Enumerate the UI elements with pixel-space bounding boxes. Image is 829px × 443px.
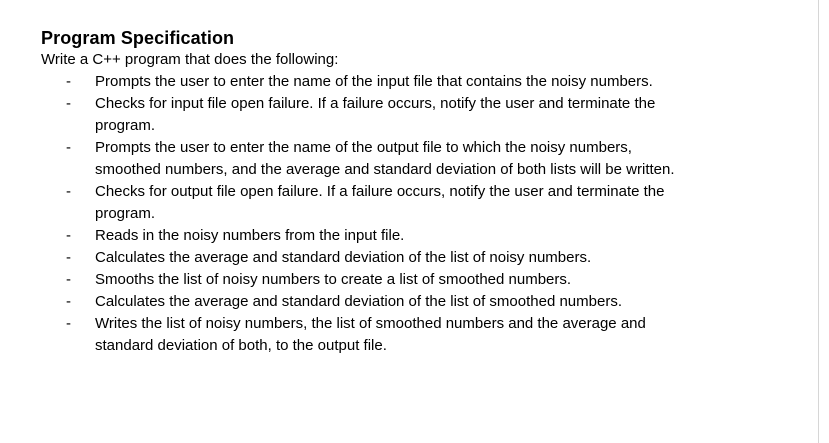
bullet-marker: - xyxy=(66,95,71,112)
list-item xyxy=(41,225,695,247)
bullet-marker: - xyxy=(66,227,71,244)
list-item-text: Calculates the average and standard deviation of the list of noisy numbers. xyxy=(95,249,592,266)
bullet-marker: - xyxy=(66,139,71,156)
list-item xyxy=(41,291,695,313)
bullet-marker: - xyxy=(66,293,71,310)
list-item xyxy=(41,247,695,269)
list-item xyxy=(41,181,695,225)
list-item xyxy=(41,137,695,181)
list-item-text: Checks for output file open failure. If a failure occurs, notify the user and terminate the program. xyxy=(95,183,665,222)
list-item-text: Reads in the noisy numbers from the input file. xyxy=(95,227,405,244)
list-item-text: Calculates the average and standard deviation of the list of smoothed numbers. xyxy=(95,293,622,310)
section-heading: Program Specification xyxy=(41,28,235,48)
specification-list xyxy=(41,71,811,357)
list-item-text: Checks for input file open failure. If a failure occurs, notify the user and terminate the program. xyxy=(95,95,656,134)
list-item-text: Prompts the user to enter the name of the output file to which the noisy numbers, smoothed numbers, and the average and standard deviation of both lists will be written. xyxy=(95,139,675,178)
bullet-marker: - xyxy=(66,73,71,90)
bullet-marker: - xyxy=(66,271,71,288)
document-body xyxy=(41,27,811,357)
bullet-marker: - xyxy=(66,249,71,266)
list-item xyxy=(41,71,695,93)
list-item-text: Writes the list of noisy numbers, the list of smoothed numbers and the average and standard deviation of both, to the output file. xyxy=(95,315,646,354)
list-item-text: Smooths the list of noisy numbers to create a list of smoothed numbers. xyxy=(95,271,572,288)
list-item-text: Prompts the user to enter the name of the input file that contains the noisy numbers. xyxy=(95,73,653,90)
bullet-marker: - xyxy=(66,183,71,200)
list-item xyxy=(41,93,695,137)
intro-text: Write a C++ program that does the following: xyxy=(41,51,339,68)
page-edge-divider xyxy=(818,0,819,443)
list-item xyxy=(41,313,695,357)
list-item xyxy=(41,269,695,291)
bullet-marker: - xyxy=(66,315,71,332)
